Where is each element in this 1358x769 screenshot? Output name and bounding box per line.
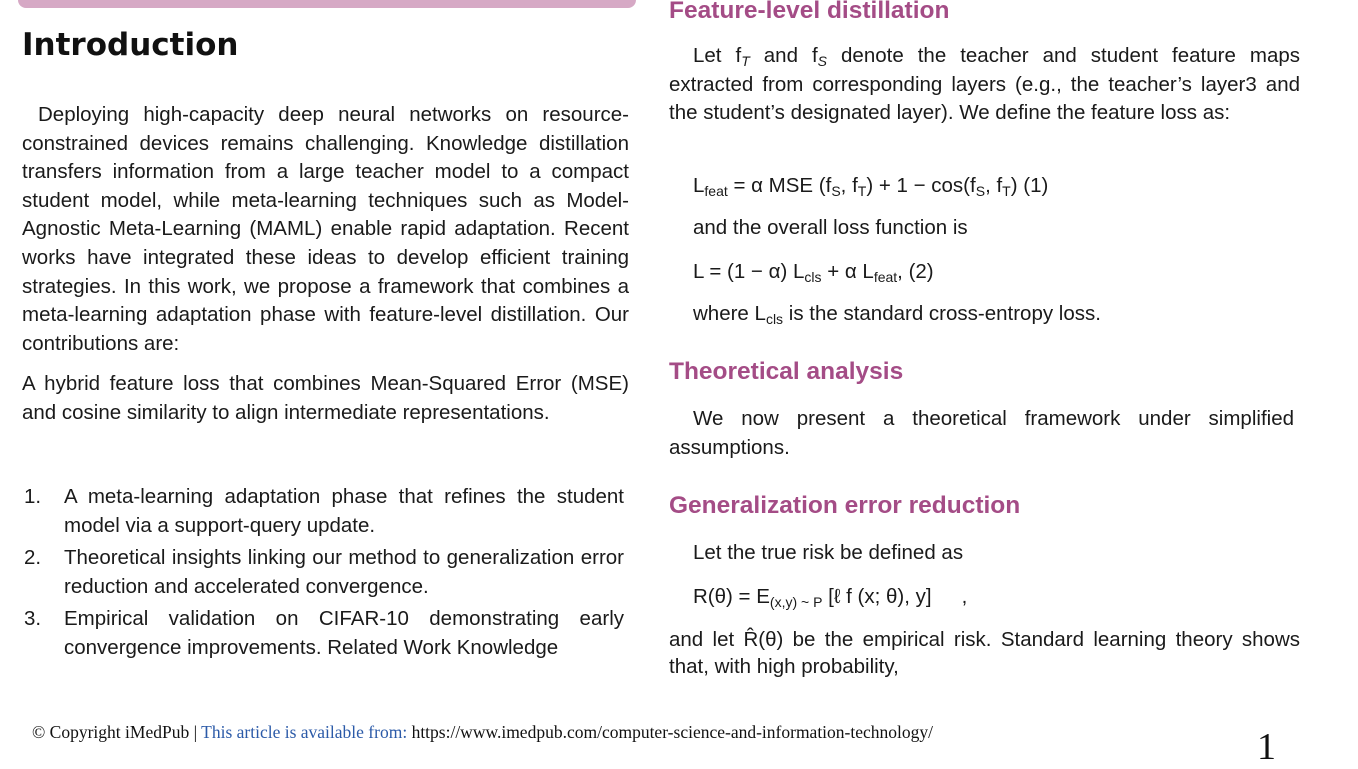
- section-heading-feature-distillation: Feature-level distillation: [669, 0, 950, 24]
- section-heading-theoretical-analysis: Theoretical analysis: [669, 358, 904, 385]
- list-item: [22, 605, 624, 662]
- section-heading-introduction: Introduction: [22, 27, 239, 63]
- equation-true-risk: $R(\theta) = E_{(x,y) \sim P}$ [ℓ f (x; θ), y] ,: [693, 585, 968, 610]
- header-accent-bar: [18, 0, 636, 8]
- true-risk-text: Let the true risk be defined as: [693, 541, 964, 564]
- list-number: 2.: [24, 546, 42, 570]
- intro-paragraph: Deploying high-capacity deep neural networks on resource-constrained devices remains challenging. Knowledge distillation transfers information from a large teacher model to a compact student model, while meta-learning techniques such as Model-Agnostic Meta-Learning (MAML) enable rapid adaptation. Recent works have integrated these ideas to develop efficient training strategies. In this work, we propose a framework that combines a meta-learning adaptation phase with feature-level distillation. Our contributions are:: [22, 103, 629, 355]
- contribution-paragraph: A hybrid feature loss that combines Mean-Squared Error (MSE) and cosine similarity to align intermediate representations.: [22, 372, 629, 424]
- availability-text: This article is available from:: [201, 722, 412, 742]
- list-item-text: Theoretical insights linking our method to generalization error reduction and accelerated convergence.: [64, 546, 624, 598]
- copyright-text: © Copyright iMedPub |: [32, 722, 202, 742]
- footer-url[interactable]: https://www.imedpub.com/computer-science-and-information-technology/: [411, 722, 933, 742]
- list-item-text: Empirical validation on CIFAR-10 demonstrating early convergence improvements. Related Work Knowledge: [64, 607, 624, 659]
- theory-paragraph: We now present a theoretical framework under simplified assumptions.: [669, 407, 1294, 459]
- overall-loss-text: and the overall loss function is: [693, 216, 968, 239]
- feature-paragraph: Let $f_T$ and $f_S$ denote the teacher and student feature maps extracted from corresponding layers (e.g., the teacher’s layer3 and the student’s designated layer). We define the feature loss as:: [669, 44, 1300, 125]
- contributions-list: [22, 483, 629, 667]
- section-heading-generalization: Generalization error reduction: [669, 492, 1021, 519]
- cross-entropy-text: where $L_{cls}$ is the standard cross-entropy loss.: [693, 302, 1101, 327]
- list-number: 1.: [24, 485, 42, 508]
- empirical-risk-paragraph: and let R̂(θ) be the empirical risk. Standard learning theory shows that, with high probability,: [669, 628, 1300, 678]
- list-item: [22, 544, 624, 601]
- list-item-text: A meta-learning adaptation phase that refines the student model via a support-query update.: [64, 485, 624, 537]
- equation-overall-loss: L = (1 − α) $L_{cls} + \alpha$ $L_{feat}$, (2): [693, 260, 934, 285]
- list-item: [22, 483, 624, 540]
- list-number: 3.: [24, 607, 42, 631]
- page-number: 1: [1257, 726, 1276, 768]
- footer: [32, 722, 933, 743]
- equation-feature-loss: $L_{feat} = \alpha$ MSE ($f_S$, $f_T) + 1 - \cos(f_S$, $f_T$) (1): [693, 174, 1049, 199]
